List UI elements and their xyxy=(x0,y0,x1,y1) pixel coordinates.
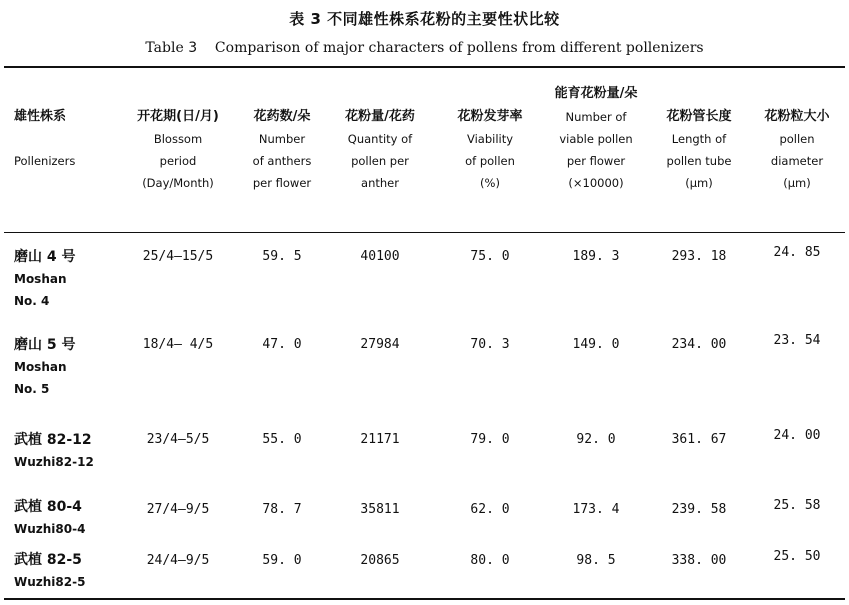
cell-quantity: 35811 xyxy=(360,502,400,517)
row-name-cn: 武植 82-12 xyxy=(14,432,92,448)
header-anthers-en-1: of anthers xyxy=(252,154,312,168)
cell-viable-pollen: 173. 4 xyxy=(572,502,620,517)
cell-anthers: 47. 0 xyxy=(262,337,302,352)
cell-diameter: 23. 54 xyxy=(773,333,821,348)
header-pollenizers-en-1: Pollenizers xyxy=(14,154,76,168)
header-viability-cn: 花粉发芽率 xyxy=(457,109,523,124)
header-viable-en-2: per flower xyxy=(566,154,626,168)
cell-quantity: 20865 xyxy=(360,553,400,568)
header-viable-cn-text: 能育花粉量/朵 xyxy=(554,86,638,101)
cell-viability: 80. 0 xyxy=(470,553,510,568)
header-anthers-en-2: per flower xyxy=(252,176,312,190)
row-name xyxy=(14,496,124,540)
header-quantity xyxy=(328,106,432,194)
row-name-cn: 武植 80-4 xyxy=(14,499,82,515)
header-rule xyxy=(4,232,845,233)
row-name xyxy=(14,549,124,593)
cell-viability: 70. 3 xyxy=(470,337,510,352)
cell-anthers: 78. 7 xyxy=(262,502,302,517)
top-rule xyxy=(4,66,845,68)
header-blossom-en-2: (Day/Month) xyxy=(142,176,214,190)
header-viability-en-2: (%) xyxy=(480,176,500,190)
header-diameter xyxy=(750,106,844,194)
row-name-en: No. 5 xyxy=(14,382,50,396)
header-pollenizers xyxy=(14,106,114,172)
table-caption: Comparison of major characters of pollens from different pollenizers xyxy=(214,40,704,56)
header-quantity-en-0: Quantity of xyxy=(347,132,413,146)
row-name-cn: 磨山 5 号 xyxy=(14,337,76,353)
row-name-en: Wuzhi82-5 xyxy=(14,575,86,589)
row-name-en: Wuzhi80-4 xyxy=(14,522,86,536)
cell-viable-pollen: 149. 0 xyxy=(572,337,620,352)
cell-diameter: 25. 58 xyxy=(773,498,821,513)
row-name xyxy=(14,334,124,400)
header-quantity-en-2: anther xyxy=(361,176,399,190)
cell-diameter: 25. 50 xyxy=(773,549,821,564)
cell-anthers: 55. 0 xyxy=(262,432,302,447)
cell-viability: 79. 0 xyxy=(470,432,510,447)
row-name-en: Moshan xyxy=(14,272,67,286)
header-diameter-en-2: (μm) xyxy=(783,176,811,190)
cell-period: 18/4— 4/5 xyxy=(142,337,214,352)
cell-viable-pollen: 92. 0 xyxy=(576,432,616,447)
header-anthers xyxy=(240,106,324,194)
cell-tube-length: 361. 67 xyxy=(671,432,727,447)
row-name-en: No. 4 xyxy=(14,294,50,308)
cell-viable-pollen: 189. 3 xyxy=(572,249,620,264)
cell-anthers: 59. 0 xyxy=(262,553,302,568)
row-name-en: Moshan xyxy=(14,360,67,374)
row-name-cn: 磨山 4 号 xyxy=(14,249,76,265)
header-blossom-en-1: period xyxy=(159,154,197,168)
header-viable-en-3: (×10000) xyxy=(568,176,624,190)
header-tube-en-1: pollen tube xyxy=(666,154,732,168)
table-title-cn: 表 3 不同雄性株系花粉的主要性状比较 xyxy=(289,10,560,28)
header-viable-en-0: Number of xyxy=(565,110,627,124)
header-tube-length xyxy=(650,106,748,194)
header-diameter-en-0: pollen xyxy=(779,132,815,146)
cell-tube-length: 293. 18 xyxy=(671,249,727,264)
header-viability-en-0: Viability xyxy=(466,132,514,146)
header-tube-cn: 花粉管长度 xyxy=(666,109,732,124)
cell-diameter: 24. 00 xyxy=(773,428,821,443)
cell-anthers: 59. 5 xyxy=(262,249,302,264)
header-tube-en-0: Length of xyxy=(671,132,727,146)
header-quantity-en-1: pollen per xyxy=(351,154,409,168)
row-name xyxy=(14,246,124,312)
row-name-en: Wuzhi82-12 xyxy=(14,455,94,469)
cell-period: 23/4—5/5 xyxy=(146,432,210,447)
header-pollenizers-cn: 雄性株系 xyxy=(14,109,67,124)
cell-viability: 75. 0 xyxy=(470,249,510,264)
header-viability-en-1: of pollen xyxy=(465,154,515,168)
header-diameter-en-1: diameter xyxy=(770,154,824,168)
cell-quantity: 40100 xyxy=(360,249,400,264)
header-viability xyxy=(436,106,544,194)
cell-tube-length: 239. 58 xyxy=(671,502,727,517)
cell-viability: 62. 0 xyxy=(470,502,510,517)
cell-viable-pollen: 98. 5 xyxy=(576,553,616,568)
bottom-rule xyxy=(4,598,845,600)
header-anthers-cn: 花药数/朵 xyxy=(253,109,311,124)
row-name xyxy=(14,429,124,473)
cell-period: 27/4—9/5 xyxy=(146,502,210,517)
header-quantity-cn: 花粉量/花药 xyxy=(345,109,415,124)
cell-tube-length: 338. 00 xyxy=(671,553,727,568)
header-pollenizers-en-0 xyxy=(14,128,114,150)
header-viable-en-1: viable pollen xyxy=(559,132,633,146)
cell-period: 24/4—9/5 xyxy=(146,553,210,568)
header-diameter-cn: 花粉粒大小 xyxy=(764,109,830,124)
header-anthers-en-0: Number xyxy=(258,132,306,146)
header-blossom-period xyxy=(116,106,240,194)
row-name-cn: 武植 82-5 xyxy=(14,552,82,568)
table-number: 3 xyxy=(188,40,198,56)
header-viable-cn xyxy=(544,84,648,104)
header-blossom-cn: 开花期(日/月) xyxy=(137,109,219,124)
header-blossom-en-0: Blossom xyxy=(153,132,203,146)
cell-quantity: 27984 xyxy=(360,337,400,352)
cell-quantity: 21171 xyxy=(360,432,400,447)
header-tube-en-2: (μm) xyxy=(685,176,713,190)
header-viable-pollen xyxy=(544,84,648,194)
cell-diameter: 24. 85 xyxy=(773,245,821,260)
table-title-en xyxy=(0,40,849,56)
table-label: Table xyxy=(145,40,184,56)
cell-period: 25/4—15/5 xyxy=(142,249,214,264)
cell-tube-length: 234. 00 xyxy=(671,337,727,352)
